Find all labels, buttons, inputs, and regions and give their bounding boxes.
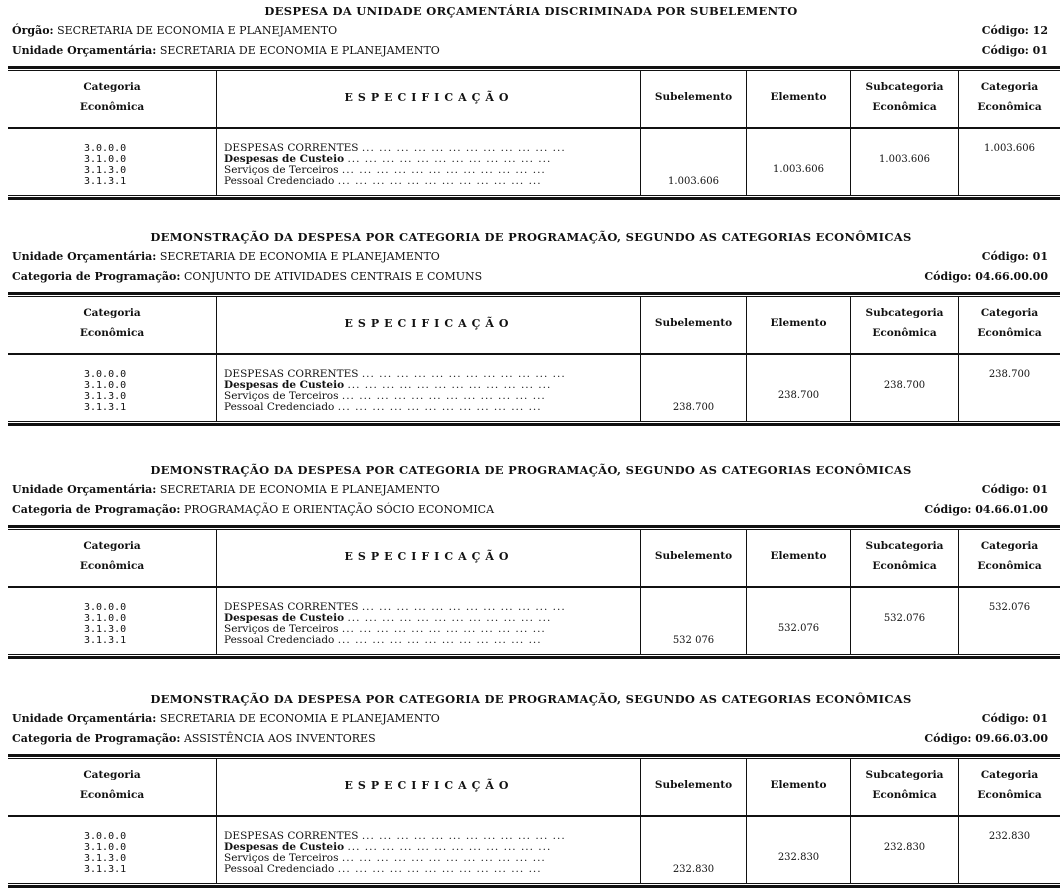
header-categoria xyxy=(8,765,216,805)
header-elemento: Elemento xyxy=(770,550,827,562)
code-0: 3.0.0.0 xyxy=(84,602,127,613)
header-elemento: Elemento xyxy=(770,317,827,329)
header-categoria xyxy=(8,303,216,343)
header-subcategoria xyxy=(851,303,958,343)
top-rule xyxy=(8,525,1060,528)
header-catcol-l2: Econômica xyxy=(977,789,1042,801)
meta-label-2: Categoria de Programação: xyxy=(12,270,181,283)
code-0: 3.0.0.0 xyxy=(84,831,127,842)
code-1: 3.1.0.0 xyxy=(84,842,127,853)
value-categoria: 232.830 xyxy=(988,831,1031,842)
spec-row-label: Serviços de Terceiros xyxy=(224,390,339,402)
header-especificacao: ESPECIFICAÇÃO xyxy=(344,317,514,330)
header-subcategoria-l2: Econômica xyxy=(872,101,937,113)
meta-line-2 xyxy=(12,732,376,745)
meta-line-2 xyxy=(12,270,482,283)
meta-value-1: SECRETARIA DE ECONOMIA E PLANEJAMENTO xyxy=(159,483,440,496)
budget-table xyxy=(8,297,1060,421)
header-categoria-l2: Econômica xyxy=(79,789,145,801)
value-subelemento: 1.003.606 xyxy=(668,176,719,187)
code-2: 3.1.3.0 xyxy=(84,391,127,402)
leader-dots: ... ... ... ... ... ... ... ... ... ... ... ... xyxy=(341,852,546,864)
meta-code-1: Código: 01 xyxy=(981,483,1048,496)
leader-dots: ... ... ... ... ... ... ... ... ... ... ... ... xyxy=(361,368,566,380)
leader-dots: ... ... ... ... ... ... ... ... ... ... ... ... xyxy=(347,841,552,853)
header-categoria-col xyxy=(959,303,1060,343)
spec-row-label: Pessoal Credenciado xyxy=(224,401,335,413)
header-subcategoria-l1: Subcategoria xyxy=(865,307,944,319)
meta-value-2: CONJUNTO DE ATIVIDADES CENTRAIS E COMUNS xyxy=(183,270,483,283)
spec-row-label: Despesas de Custeio xyxy=(224,612,345,624)
meta-label-2: Categoria de Programação: xyxy=(12,732,181,745)
meta-code-2: Código: 04.66.01.00 xyxy=(924,503,1048,516)
value-subcategoria: 232.830 xyxy=(883,842,926,853)
value-subcategoria: 1.003.606 xyxy=(879,154,930,165)
meta-line-2 xyxy=(12,44,440,57)
bottom-rule xyxy=(8,195,1060,196)
header-subcategoria xyxy=(851,765,958,805)
spec-row xyxy=(224,402,566,413)
meta-code-2: Código: 01 xyxy=(981,44,1048,57)
spec-row-label: DESPESAS CORRENTES xyxy=(224,142,359,154)
code-list xyxy=(84,831,164,875)
value-elemento: 1.003.606 xyxy=(773,164,824,175)
code-1: 3.1.0.0 xyxy=(84,380,127,391)
header-catcol-l2: Econômica xyxy=(977,327,1042,339)
header-elemento: Elemento xyxy=(770,91,827,103)
header-subcategoria xyxy=(851,536,958,576)
spec-row xyxy=(224,864,566,875)
col-divider xyxy=(216,297,217,421)
header-catcol-l1: Categoria xyxy=(980,769,1039,781)
code-3: 3.1.3.1 xyxy=(84,176,127,187)
header-catcol-l2: Econômica xyxy=(977,560,1042,572)
budget-table xyxy=(8,71,1060,195)
value-subcategoria: 532.076 xyxy=(883,613,926,624)
meta-label-1: Unidade Orçamentária: xyxy=(12,712,157,725)
value-categoria: 238.700 xyxy=(988,369,1031,380)
header-especificacao: ESPECIFICAÇÃO xyxy=(344,91,514,104)
leader-dots: ... ... ... ... ... ... ... ... ... ... ... ... xyxy=(341,623,546,635)
code-1: 3.1.0.0 xyxy=(84,613,127,624)
header-separator xyxy=(8,586,1060,588)
meta-line-1 xyxy=(12,712,440,725)
top-rule xyxy=(8,292,1060,295)
section-title: DEMONSTRAÇÃO DA DESPESA POR CATEGORIA DE PROGRAMAÇÃO, SEGUNDO AS CATEGORIAS ECONÔMICAS xyxy=(150,463,912,477)
meta-code-2: Código: 04.66.00.00 xyxy=(924,270,1048,283)
leader-dots: ... ... ... ... ... ... ... ... ... ... ... ... xyxy=(347,379,552,391)
leader-dots: ... ... ... ... ... ... ... ... ... ... ... ... xyxy=(361,601,566,613)
header-subelemento: Subelemento xyxy=(654,317,733,329)
value-elemento: 532.076 xyxy=(777,623,820,634)
meta-code-1: Código: 12 xyxy=(981,24,1048,37)
spec-row-label: Serviços de Terceiros xyxy=(224,164,339,176)
spec-row-label: DESPESAS CORRENTES xyxy=(224,830,359,842)
leader-dots: ... ... ... ... ... ... ... ... ... ... ... ... xyxy=(341,164,546,176)
header-catcol-l2: Econômica xyxy=(977,101,1042,113)
header-subcategoria-l1: Subcategoria xyxy=(865,540,944,552)
bottom-rule-thick xyxy=(8,885,1060,888)
value-subelemento: 232.830 xyxy=(672,864,715,875)
col-divider xyxy=(216,530,217,654)
leader-dots: ... ... ... ... ... ... ... ... ... ... ... ... xyxy=(337,175,542,187)
header-separator xyxy=(8,353,1060,355)
header-categoria-l1: Categoria xyxy=(83,81,141,93)
header-subelemento: Subelemento xyxy=(654,779,733,791)
code-3: 3.1.3.1 xyxy=(84,402,127,413)
meta-value-2: PROGRAMAÇÃO E ORIENTAÇÃO SÓCIO ECONOMICA xyxy=(183,503,495,516)
spec-row-label: Pessoal Credenciado xyxy=(224,175,335,187)
meta-code-2: Código: 09.66.03.00 xyxy=(924,732,1048,745)
code-0: 3.0.0.0 xyxy=(84,369,127,380)
meta-value-1: SECRETARIA DE ECONOMIA E PLANEJAMENTO xyxy=(159,712,440,725)
spec-row-label: Despesas de Custeio xyxy=(224,153,345,165)
meta-line-1 xyxy=(12,250,440,263)
meta-line-1 xyxy=(12,483,440,496)
code-list xyxy=(84,369,164,413)
header-subelemento: Subelemento xyxy=(654,550,733,562)
header-categoria-col xyxy=(959,77,1060,117)
code-list xyxy=(84,143,164,187)
header-especificacao: ESPECIFICAÇÃO xyxy=(344,779,514,792)
header-subcategoria-l2: Econômica xyxy=(872,327,937,339)
leader-dots: ... ... ... ... ... ... ... ... ... ... ... ... xyxy=(361,142,566,154)
section-title: DEMONSTRAÇÃO DA DESPESA POR CATEGORIA DE PROGRAMAÇÃO, SEGUNDO AS CATEGORIAS ECONÔMICAS xyxy=(150,230,912,244)
section-title: DEMONSTRAÇÃO DA DESPESA POR CATEGORIA DE PROGRAMAÇÃO, SEGUNDO AS CATEGORIAS ECONÔMICAS xyxy=(150,692,912,706)
value-elemento: 238.700 xyxy=(777,390,820,401)
meta-line-1 xyxy=(12,24,337,37)
value-subcategoria: 238.700 xyxy=(883,380,926,391)
header-catcol-l1: Categoria xyxy=(980,81,1039,93)
budget-table xyxy=(8,759,1060,883)
header-catcol-l1: Categoria xyxy=(980,540,1039,552)
header-categoria-col xyxy=(959,765,1060,805)
bottom-rule-thick xyxy=(8,656,1060,659)
section-title: DESPESA DA UNIDADE ORÇAMENTÁRIA DISCRIMINADA POR SUBELEMENTO xyxy=(264,4,798,18)
code-3: 3.1.3.1 xyxy=(84,864,127,875)
spec-row xyxy=(224,635,566,646)
header-categoria xyxy=(8,77,216,117)
leader-dots: ... ... ... ... ... ... ... ... ... ... ... ... xyxy=(341,390,546,402)
header-separator xyxy=(8,815,1060,817)
meta-line-2 xyxy=(12,503,494,516)
header-categoria-l1: Categoria xyxy=(83,307,141,319)
code-2: 3.1.3.0 xyxy=(84,624,127,635)
code-list xyxy=(84,602,164,646)
header-categoria-l2: Econômica xyxy=(79,101,145,113)
spec-row-label: Serviços de Terceiros xyxy=(224,852,339,864)
meta-value-2: ASSISTÊNCIA AOS INVENTORES xyxy=(183,732,376,745)
bottom-rule xyxy=(8,883,1060,884)
code-0: 3.0.0.0 xyxy=(84,143,127,154)
header-categoria-col xyxy=(959,536,1060,576)
header-categoria-l1: Categoria xyxy=(83,540,141,552)
spec-row-label: Despesas de Custeio xyxy=(224,841,345,853)
header-subelemento: Subelemento xyxy=(654,91,733,103)
header-separator xyxy=(8,127,1060,129)
leader-dots: ... ... ... ... ... ... ... ... ... ... ... ... xyxy=(337,634,542,646)
code-3: 3.1.3.1 xyxy=(84,635,127,646)
leader-dots: ... ... ... ... ... ... ... ... ... ... ... ... xyxy=(337,863,542,875)
spec-row-label: Serviços de Terceiros xyxy=(224,623,339,635)
header-categoria-l2: Econômica xyxy=(79,560,145,572)
spec-list xyxy=(224,831,566,875)
bottom-rule-thick xyxy=(8,197,1060,200)
value-categoria: 1.003.606 xyxy=(984,143,1035,154)
meta-label-1: Unidade Orçamentária: xyxy=(12,483,157,496)
budget-table xyxy=(8,530,1060,654)
spec-row-label: DESPESAS CORRENTES xyxy=(224,368,359,380)
value-subelemento: 532 076 xyxy=(672,635,715,646)
spec-list xyxy=(224,602,566,646)
leader-dots: ... ... ... ... ... ... ... ... ... ... ... ... xyxy=(361,830,566,842)
col-divider xyxy=(216,71,217,195)
spec-list xyxy=(224,143,566,187)
meta-value-1: SECRETARIA DE ECONOMIA E PLANEJAMENTO xyxy=(57,24,338,37)
value-elemento: 232.830 xyxy=(777,852,820,863)
header-subcategoria-l1: Subcategoria xyxy=(865,81,944,93)
spec-row xyxy=(224,176,566,187)
bottom-rule xyxy=(8,421,1060,422)
leader-dots: ... ... ... ... ... ... ... ... ... ... ... ... xyxy=(347,153,552,165)
meta-label-1: Unidade Orçamentária: xyxy=(12,250,157,263)
header-categoria-l2: Econômica xyxy=(79,327,145,339)
meta-value-1: SECRETARIA DE ECONOMIA E PLANEJAMENTO xyxy=(159,250,440,263)
spec-row-label: Pessoal Credenciado xyxy=(224,634,335,646)
leader-dots: ... ... ... ... ... ... ... ... ... ... ... ... xyxy=(347,612,552,624)
header-elemento: Elemento xyxy=(770,779,827,791)
header-especificacao: ESPECIFICAÇÃO xyxy=(344,550,514,563)
header-subcategoria-l2: Econômica xyxy=(872,560,937,572)
meta-label-2: Categoria de Programação: xyxy=(12,503,181,516)
code-2: 3.1.3.0 xyxy=(84,165,127,176)
meta-code-1: Código: 01 xyxy=(981,250,1048,263)
header-catcol-l1: Categoria xyxy=(980,307,1039,319)
meta-label-1: Órgão: xyxy=(12,24,54,37)
spec-row-label: DESPESAS CORRENTES xyxy=(224,601,359,613)
bottom-rule xyxy=(8,654,1060,655)
col-divider xyxy=(216,759,217,883)
header-subcategoria-l2: Econômica xyxy=(872,789,937,801)
header-subcategoria xyxy=(851,77,958,117)
top-rule xyxy=(8,66,1060,69)
spec-row-label: Pessoal Credenciado xyxy=(224,863,335,875)
header-categoria-l1: Categoria xyxy=(83,769,141,781)
header-subcategoria-l1: Subcategoria xyxy=(865,769,944,781)
leader-dots: ... ... ... ... ... ... ... ... ... ... ... ... xyxy=(337,401,542,413)
top-rule xyxy=(8,754,1060,757)
bottom-rule-thick xyxy=(8,423,1060,426)
code-2: 3.1.3.0 xyxy=(84,853,127,864)
value-subelemento: 238.700 xyxy=(672,402,715,413)
spec-row-label: Despesas de Custeio xyxy=(224,379,345,391)
meta-code-1: Código: 01 xyxy=(981,712,1048,725)
spec-list xyxy=(224,369,566,413)
code-1: 3.1.0.0 xyxy=(84,154,127,165)
meta-value-2: SECRETARIA DE ECONOMIA E PLANEJAMENTO xyxy=(159,44,440,57)
header-categoria xyxy=(8,536,216,576)
value-categoria: 532.076 xyxy=(988,602,1031,613)
meta-label-2: Unidade Orçamentária: xyxy=(12,44,157,57)
